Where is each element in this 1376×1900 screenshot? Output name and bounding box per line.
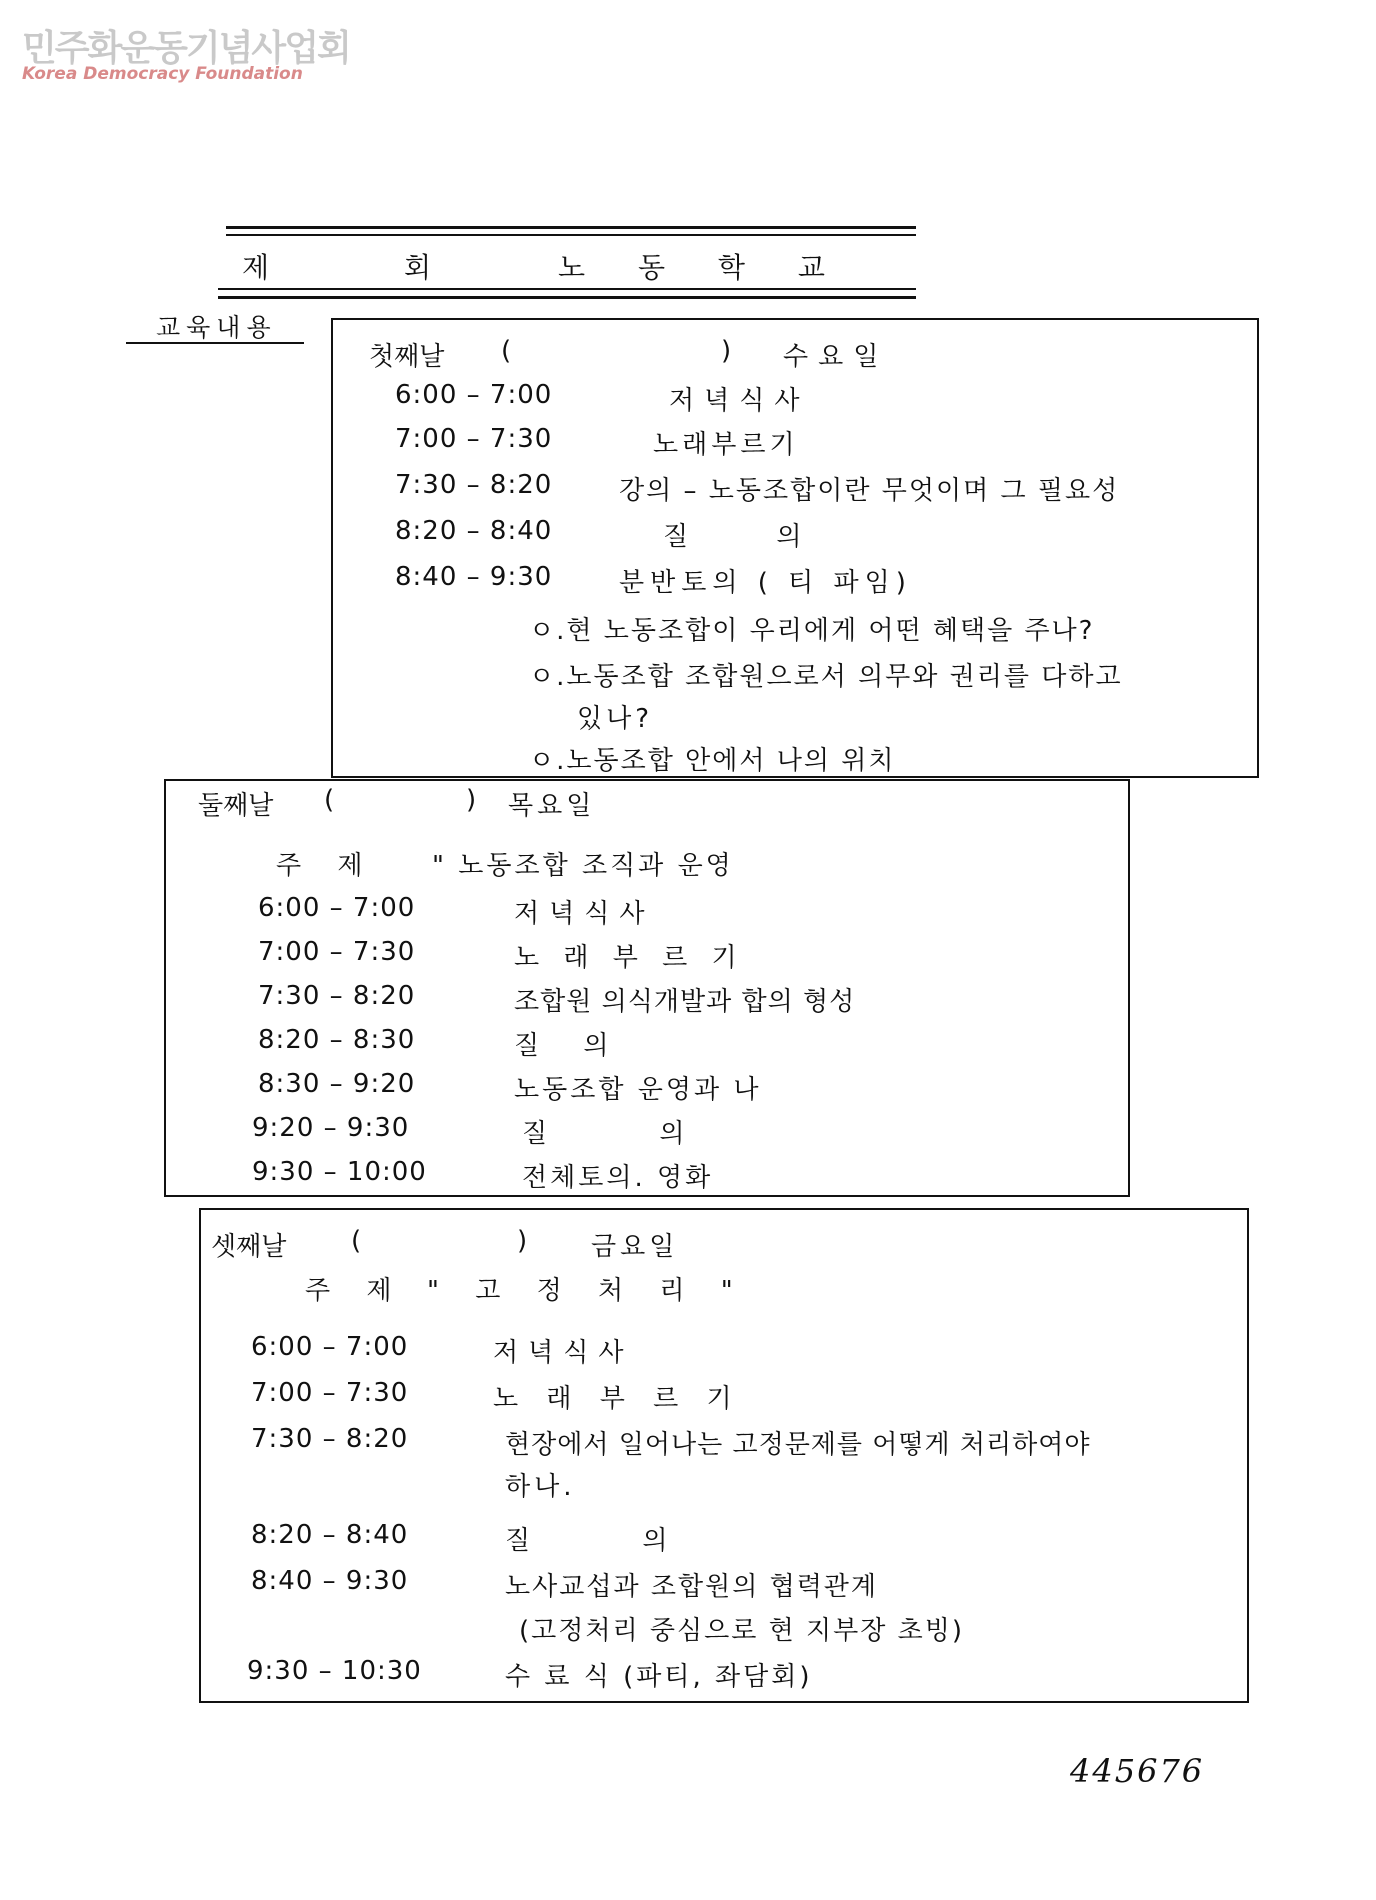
day1-weekday: 수요일	[783, 342, 889, 372]
day2-time-4: 8:20 – 8:30	[258, 1025, 416, 1055]
title-je: 제	[242, 251, 270, 284]
watermark-korean: 민주화운동기념사업회	[22, 28, 350, 69]
day2-paren-close: )	[466, 785, 477, 815]
day2-theme-label: 주 제	[276, 851, 377, 881]
day1-activity-1: 저녁식사	[669, 386, 810, 416]
day3-paren-open: (	[351, 1226, 362, 1256]
header-rule-top-2	[226, 234, 916, 236]
day3-activity-5-cont: (고정처리 중심으로 현 지부장 초빙)	[519, 1616, 964, 1646]
day3-time-6: 9:30 – 10:30	[247, 1656, 422, 1686]
day1-time-1: 6:00 – 7:00	[395, 380, 553, 410]
day2-theme: " 노동조합 조직과 운영	[432, 851, 734, 881]
day3-box	[199, 1208, 1249, 1703]
document-number: 445676	[1070, 1752, 1205, 1790]
day1-name: 첫째날	[369, 342, 445, 372]
day1-activity-3: 강의 – 노동조합이란 무엇이며 그 필요성	[619, 476, 1120, 506]
day3-weekday: 금요일	[591, 1232, 679, 1262]
day2-weekday: 목요일	[508, 791, 596, 821]
day3-time-4: 8:20 – 8:40	[251, 1520, 409, 1550]
day3-time-2: 7:00 – 7:30	[251, 1378, 409, 1408]
header-rule-bottom	[218, 288, 916, 290]
day1-paren-open: (	[501, 336, 512, 366]
day3-header	[211, 1226, 811, 1262]
day3-time-3: 7:30 – 8:20	[251, 1424, 409, 1454]
day3-time-5: 8:40 – 9:30	[251, 1566, 409, 1596]
day1-time-4: 8:20 – 8:40	[395, 516, 553, 546]
day3-theme-label: 주 제	[305, 1276, 406, 1306]
day1-time-3: 7:30 – 8:20	[395, 470, 553, 500]
day3-name: 셋째날	[211, 1232, 287, 1262]
day3-time-1: 6:00 – 7:00	[251, 1332, 409, 1362]
day2-time-2: 7:00 – 7:30	[258, 937, 416, 967]
day3-theme: " 고 정 처 리 "	[427, 1276, 747, 1306]
day3-activity-5: 노사교섭과 조합원의 협력관계	[505, 1572, 879, 1602]
day3-activity-6: 수 료 식 (파티, 좌담회)	[505, 1662, 813, 1692]
day3-activity-3: 현장에서 일어나는 고정문제를 어떻게 처리하여야	[505, 1430, 1091, 1460]
header-rule-top	[226, 226, 916, 229]
title-school: 노 동 학 교	[558, 251, 847, 284]
day2-paren-open: (	[324, 785, 335, 815]
day1-box	[331, 318, 1259, 778]
day2-activity-3: 조합원 의식개발과 합의 형성	[514, 987, 856, 1017]
day2-activity-2: 노 래 부 르 기	[514, 943, 745, 973]
day1-paren-close: )	[721, 336, 732, 366]
day2-time-3: 7:30 – 8:20	[258, 981, 416, 1011]
day3-activity-4: 질 의	[505, 1526, 720, 1556]
day2-time-6: 9:20 – 9:30	[252, 1113, 410, 1143]
day2-activity-1: 저녁식사	[514, 899, 655, 929]
day3-activity-1: 저녁식사	[493, 1338, 634, 1368]
day2-activity-7: 전체토의. 영화	[522, 1163, 714, 1193]
day2-name: 둘째날	[198, 791, 274, 821]
day2-time-5: 8:30 – 9:20	[258, 1069, 416, 1099]
day2-header	[198, 785, 798, 821]
title-hoe: 회	[404, 251, 432, 284]
day1-question-3: ㅇ.노동조합 안에서 나의 위치	[529, 746, 896, 776]
day1-activity-5: 분반토의 ( 티 파임)	[619, 568, 912, 598]
day2-time-7: 9:30 – 10:00	[252, 1157, 427, 1187]
day1-header	[369, 336, 969, 372]
day2-activity-6: 질 의	[522, 1119, 737, 1149]
day2-time-1: 6:00 – 7:00	[258, 893, 416, 923]
day1-activity-2: 노래부르기	[653, 430, 799, 460]
day1-question-1: ㅇ.현 노동조합이 우리에게 어떤 혜택을 주나?	[529, 616, 1095, 646]
watermark-english: Korea Democracy Foundation	[22, 64, 303, 84]
header-rule-bottom-2	[218, 296, 916, 299]
day1-question-2: ㅇ.노동조합 조합원으로서 의무와 권리를 다하고	[529, 662, 1123, 692]
section-label-underline	[126, 342, 304, 344]
day3-paren-close: )	[517, 1226, 528, 1256]
section-label: 교육내용	[156, 313, 277, 342]
day1-activity-4: 질 의	[663, 522, 842, 552]
day2-activity-5: 노동조합 운영과 나	[514, 1075, 762, 1105]
day3-activity-2: 노 래 부 르 기	[493, 1384, 742, 1414]
day1-time-5: 8:40 – 9:30	[395, 562, 553, 592]
day1-question-2-cont: 있나?	[577, 704, 654, 734]
day2-activity-4: 질 의	[514, 1031, 627, 1061]
day1-time-2: 7:00 – 7:30	[395, 424, 553, 454]
day2-box	[164, 779, 1130, 1197]
day3-activity-3-cont: 하나.	[505, 1472, 576, 1502]
